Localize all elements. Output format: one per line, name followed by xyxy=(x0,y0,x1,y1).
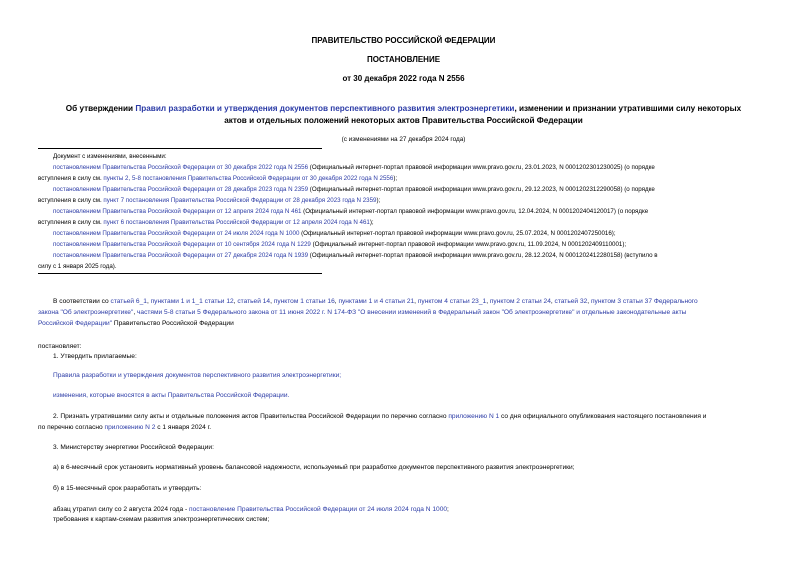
law-link[interactable]: статьей 6_1 xyxy=(110,298,147,305)
change-link[interactable]: постановлением Правительства Российской Федерации от 27 декабря 2024 года N 1939 xyxy=(53,252,309,259)
law-link[interactable]: статьей 14 xyxy=(237,298,271,305)
change-item: постановлением Правительства Российской Федерации от 12 апреля 2024 года N 461 (Официальный интернет-портал правовой информации www.pravo.gov.ru, 12.04.2024, N 0001202404120017) (о порядке xyxy=(53,208,649,215)
amendments-link[interactable]: изменения, которые вносятся в акты Правительства Российской Федерации. xyxy=(53,392,290,399)
document-type: ПОСТАНОВЛЕНИЕ xyxy=(366,55,441,64)
change-item: постановлением Правительства Российской Федерации от 30 декабря 2022 года N 2556 (Официальный интернет-портал правовой информации www.pravo.gov.ru, 23.01.2023, N 0001202301230025) (о порядке xyxy=(53,164,655,171)
change-link[interactable]: постановлением Правительства Российской Федерации от 28 декабря 2023 года N 2359 xyxy=(53,186,309,193)
change-item-cont: вступления в силу см. пункты 2, 5-8 постановления Правительства Российской Федерации от 30 декабря 2022 года N 2556); xyxy=(38,175,398,182)
maps-requirement: требования к картам-схемам развития электроэнергетических систем; xyxy=(53,516,270,523)
law-link[interactable]: пунктами 1 и 4 статьи 21 xyxy=(338,298,415,305)
change-item: постановлением Правительства Российской Федерации от 28 декабря 2023 года N 2359 (Официальный интернет-портал правовой информации www.pravo.gov.ru, 29.12.2023, N 0001202312290058) (о порядке xyxy=(53,186,655,193)
law-link[interactable]: закона "Об электроэнергетике" xyxy=(38,309,134,316)
change-link[interactable]: пункт 6 постановления Правительства Российской Федерации от 12 апреля 2024 года N 461 xyxy=(103,219,370,226)
law-link[interactable]: Российской Федерации" xyxy=(38,320,113,327)
change-link[interactable]: постановлением Правительства Российской Федерации от 24 июля 2024 года N 1000 xyxy=(53,230,300,237)
appendix-2-link[interactable]: приложению N 2 xyxy=(104,424,156,431)
law-link[interactable]: статьей 32 xyxy=(554,298,588,305)
item-3-a: а) в 6-месячный срок установить нормативный уровень балансовой надежности, используемый при разработке документов перспективного развития электроэнергетики; xyxy=(53,464,575,471)
change-link[interactable]: пункт 7 постановления Правительства Российской Федерации от 28 декабря 2023 года N 2359 xyxy=(103,197,377,204)
document-title xyxy=(0,103,807,127)
preamble: В соответствии со статьей 6_1, пунктами 1 и 1_1 статьи 12, статьей 14, пунктом 1 статьи 16, пунктами 1 и 4 статьи 21, пунктом 4 статьи 23_1, пунктом 2 статьи 24, статьей 32, пунктом 3 статьи 37 Федерального закона "Об электроэнергетике", частями 5-8 статьи 5 Федерального закона от 11 июня 2022 г. N 174-ФЗ "О внесении изменений в Федеральный закон "Об электроэнергетике" и отдельные законодательные акты Российской Федерации" Правительство Российской Федерации xyxy=(38,298,698,327)
change-item: постановлением Правительства Российской Федерации от 10 сентября 2024 года N 1229 (Официальный интернет-портал правовой информации www.pravo.gov.ru, 11.09.2024, N 0001202409110001); xyxy=(53,241,627,248)
item-3: 3. Министерству энергетики Российской Федерации: xyxy=(53,444,214,451)
change-item: постановлением Правительства Российской Федерации от 27 декабря 2024 года N 1939 (Официальный интернет-портал правовой информации www.pravo.gov.ru, 28.12.2024, N 0001202412280158) (вступило в xyxy=(53,252,658,259)
change-item-cont: силу с 1 января 2025 года). xyxy=(38,263,117,270)
law-link[interactable]: частями 5-8 статьи 5 Федерального закона от 11 июня 2022 г. N 174-ФЗ "О внесении изменений в Федеральный закон "Об электроэнергетике" и отдельные законодательные акты xyxy=(136,309,687,316)
changes-intro: Документ с изменениями, внесенными: xyxy=(53,153,167,160)
resolves-text: постановляет: xyxy=(38,343,82,350)
law-link[interactable]: пунктом 1 статьи 16 xyxy=(273,298,335,305)
title-rules-link[interactable]: Правил разработки и утверждения документов перспективного развития электроэнергетики xyxy=(135,104,515,113)
change-link[interactable]: постановлением Правительства Российской Федерации от 30 декабря 2022 года N 2556 xyxy=(53,164,309,171)
appendix-1-link[interactable]: приложению N 1 xyxy=(448,413,500,420)
rules-link[interactable]: Правила разработки и утверждения документов перспективного развития электроэнергетики; xyxy=(53,372,342,379)
title-suffix: , изменении и признании утратившими силу некоторых xyxy=(514,104,742,113)
change-item: постановлением Правительства Российской Федерации от 24 июля 2024 года N 1000 (Официальный интернет-портал правовой информации www.pravo.gov.ru, 25.07.2024, N 0001202407250016); xyxy=(53,230,616,237)
changes-block xyxy=(53,151,773,162)
law-link[interactable]: пунктом 2 статьи 24 xyxy=(489,298,551,305)
change-item-cont: вступления в силу см. пункт 7 постановления Правительства Российской Федерации от 28 декабря 2023 года N 2359); xyxy=(38,197,381,204)
title-line-2: актов и отдельных положений некоторых актов Правительства Российской Федерации xyxy=(224,116,583,125)
divider-top xyxy=(38,148,322,149)
item-1: 1. Утвердить прилагаемые: xyxy=(53,353,137,360)
divider-bottom xyxy=(38,273,322,274)
title-prefix: Об утверждении xyxy=(65,104,136,113)
law-link[interactable]: пунктом 3 статьи 37 Федерального xyxy=(590,298,698,305)
edition-note: (с изменениями на 27 декабря 2024 года) xyxy=(341,136,466,143)
law-link[interactable]: пунктом 4 статьи 23_1 xyxy=(417,298,487,305)
item-3-b: б) в 15-месячный срок разработать и утвердить: xyxy=(53,485,202,492)
government-name: ПРАВИТЕЛЬСТВО РОССИЙСКОЙ ФЕДЕРАЦИИ xyxy=(311,36,496,45)
item-2: 2. Признать утратившими силу акты и отдельные положения актов Правительства Российской Федерации по перечню согласно приложению N 1 со дня официального опубликования настоящего постановления и по перечню согласно приложению N 2 с 1 января 2024 г. xyxy=(38,413,707,431)
document-date: от 30 декабря 2022 года N 2556 xyxy=(342,74,465,83)
change-link[interactable]: постановлением Правительства Российской Федерации от 12 апреля 2024 года N 461 xyxy=(53,208,302,215)
change-item-cont: вступления в силу см. пункт 6 постановления Правительства Российской Федерации от 12 апреля 2024 года N 461); xyxy=(38,219,374,226)
change-link[interactable]: пункты 2, 5-8 постановления Правительства Российской Федерации от 30 декабря 2022 года N 2556 xyxy=(103,175,394,182)
law-link[interactable]: пунктами 1 и 1_1 статьи 12 xyxy=(150,298,234,305)
void-paragraph: абзац утратил силу со 2 августа 2024 года - постановление Правительства Российской Федерации от 24 июля 2024 года N 1000; xyxy=(53,506,449,513)
change-link[interactable]: постановлением Правительства Российской Федерации от 10 сентября 2024 года N 1229 xyxy=(53,241,311,248)
void-link[interactable]: постановление Правительства Российской Федерации от 24 июля 2024 года N 1000 xyxy=(189,506,448,513)
changes-list xyxy=(38,162,773,272)
